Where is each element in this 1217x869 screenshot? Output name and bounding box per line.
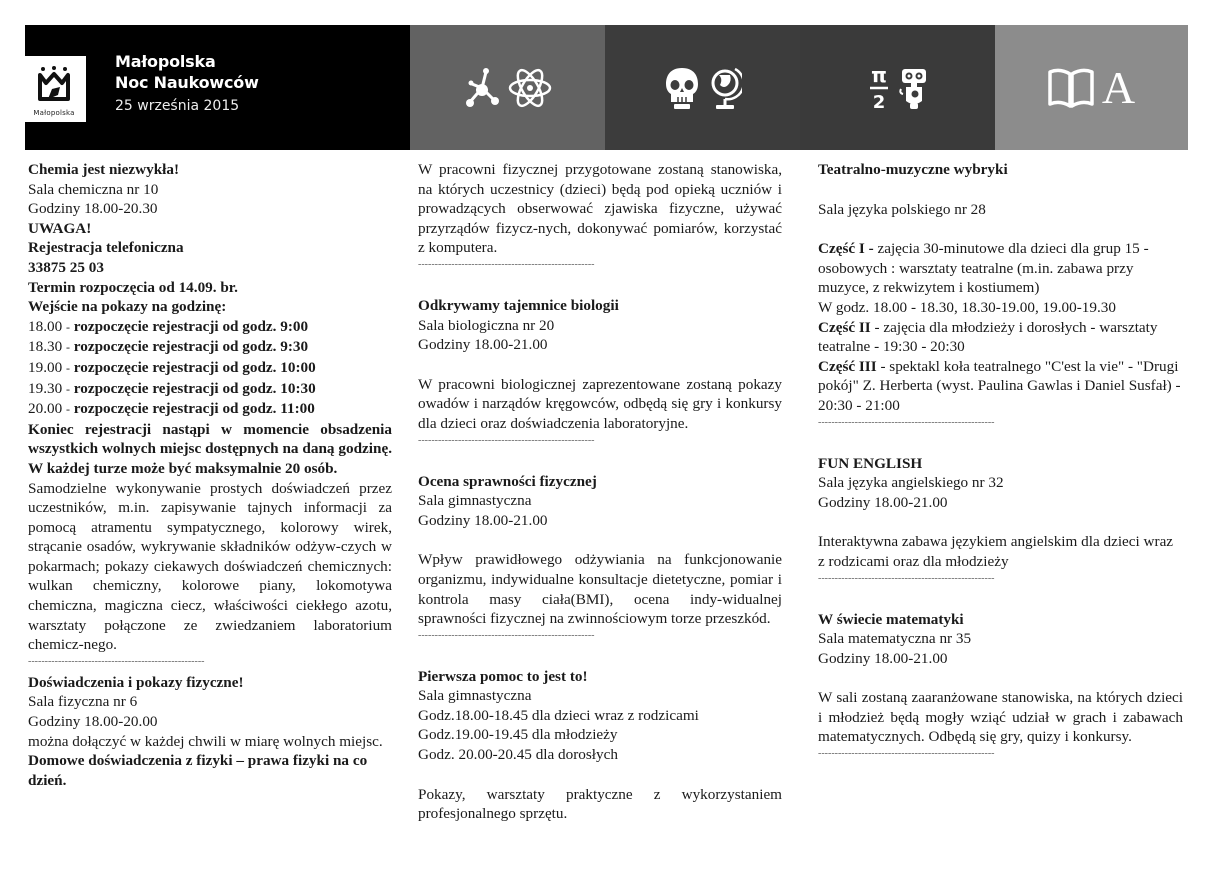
biology-room: Sala biologiczna nr 20 bbox=[418, 316, 555, 334]
math-section bbox=[818, 610, 1183, 762]
chemistry-room: Sala chemiczna nr 10 bbox=[28, 180, 159, 198]
fitness-room: Sala gimnastyczna bbox=[418, 492, 532, 510]
chemistry-description: Samodzielne wykonywanie prostych doświadczeń przez uczestników, m.in. zapisywanie tajnych informacji za pomocą atramentu sympatycznego, kolorowy wirek, strącanie osadów, wykrywanie składników odżyw-czych w pokarmach; pokazy ciekawych doświadczeń chemicznych: wulkan chemiczny, kolorowe piany, lokomotywa chemiczna, magiczna ciecz, właściwości ciekłego azotu, warsztaty połączone ze zwiedzaniem laboratorium chemicz-nego. bbox=[28, 479, 392, 654]
first-aid-section bbox=[418, 667, 782, 824]
nature-band bbox=[605, 25, 800, 150]
english-room: Sala języka angielskiego nr 32 bbox=[818, 474, 1004, 492]
chemistry-section bbox=[28, 160, 392, 669]
brand-line-1: Małopolska bbox=[115, 52, 216, 71]
math-title: W świecie matematyki bbox=[818, 610, 964, 628]
biology-title: Odkrywamy tajemnice biologii bbox=[418, 296, 619, 314]
svg-text:π: π bbox=[870, 63, 887, 87]
fitness-hours: Godziny 18.00-21.00 bbox=[418, 511, 548, 529]
language-band bbox=[995, 25, 1188, 150]
skull-icon bbox=[664, 66, 700, 110]
biology-hours: Godziny 18.00-21.00 bbox=[418, 336, 548, 354]
physics-room: Sala fizyczna nr 6 bbox=[28, 693, 138, 711]
math-description: W sali zostaną zaaranżowane stanowiska, na których dzieci i młodzież będą mogły wziąć udział w grach i zabawach matematycznych. Odbędą się gry, quizy i konkursy. bbox=[818, 689, 1183, 746]
section-divider: ----------------------------------------------------- bbox=[418, 434, 595, 446]
theatre-title: Teatralno-muzyczne wybryki bbox=[818, 161, 1008, 178]
registration-slot: 18.30 - rozpoczęcie rejestracji od godz. 9:30 bbox=[28, 338, 309, 356]
registration-phone: 33875 25 03 bbox=[28, 258, 104, 276]
section-divider: ----------------------------------------------------- bbox=[818, 572, 995, 584]
theatre-part-1-hours: W godz. 18.00 - 18.30, 18.30-19.00, 19.00-19.30 bbox=[818, 298, 1116, 316]
first-aid-description: Pokazy, warsztaty praktyczne z wykorzystaniem profesjonalnego sprzętu. bbox=[418, 785, 782, 823]
svg-text:2: 2 bbox=[872, 91, 885, 112]
malopolska-logo bbox=[22, 56, 86, 122]
robot-icon bbox=[899, 65, 929, 111]
physics-subtitle: Domowe doświadczenia z fizyki – prawa fizyki na co dzień. bbox=[28, 752, 368, 789]
logo-caption: Małopolska bbox=[33, 109, 75, 117]
fitness-section bbox=[418, 472, 782, 643]
theatre-part-2: Część II - zajęcia dla młodzieży i dorosłych - warsztaty teatralne - 19:30 - 20:30 bbox=[818, 318, 1158, 356]
math-room: Sala matematyczna nr 35 bbox=[818, 630, 972, 648]
crown-logo-icon bbox=[34, 65, 74, 105]
first-aid-room: Sala gimnastyczna bbox=[418, 687, 532, 705]
physics-hours: Godziny 18.00-20.00 bbox=[28, 713, 158, 731]
letter-a-icon: A bbox=[1101, 61, 1136, 113]
section-divider: ----------------------------------------------------- bbox=[418, 258, 595, 270]
brand-line-2: Noc Naukowców bbox=[115, 73, 259, 92]
entry-heading: Wejście na pokazy na godzinę: bbox=[28, 298, 227, 316]
event-date: 25 września 2015 bbox=[115, 98, 240, 114]
science-band bbox=[410, 25, 605, 150]
theatre-part-1: Część I - zajęcia 30-minutowe dla dzieci dla grup 15 - osobowych : warsztaty teatralne (m.in. zabawa przy muzyce, z rekwizytem i kostiumem) bbox=[818, 240, 1149, 297]
physics-title: Doświadczenia i pokazy fizyczne! bbox=[28, 673, 244, 691]
english-hours: Godziny 18.00-21.00 bbox=[818, 493, 948, 511]
registration-title: Rejestracja telefoniczna bbox=[28, 239, 184, 257]
column-1 bbox=[28, 160, 392, 790]
section-divider: ----------------------------------------------------- bbox=[818, 416, 995, 428]
english-title: FUN ENGLISH bbox=[818, 454, 923, 472]
theatre-part-3: Część III - spektakl koła teatralnego "C'est la vie" - "Drugi pokój" Z. Herberta (wyst. Paulina Gawlas i Daniel Susfał) - 20:30 - 21:00 bbox=[818, 357, 1181, 414]
registration-slot: 20.00 - rozpoczęcie rejestracji od godz. 11:00 bbox=[28, 400, 315, 418]
brand-band bbox=[25, 25, 410, 150]
warning-label: UWAGA! bbox=[28, 219, 92, 237]
registration-slot: 19.30 - rozpoczęcie rejestracji od godz. 10:30 bbox=[28, 379, 316, 397]
chemistry-title: Chemia jest niezwykła! bbox=[28, 161, 180, 178]
english-description: Interaktywna zabawa językiem angielskim dla dzieci wraz z rodzicami oraz dla młodzieży bbox=[818, 533, 1174, 570]
column-3 bbox=[818, 160, 1183, 765]
theatre-section bbox=[818, 160, 1183, 430]
fitness-title: Ocena sprawności fizycznej bbox=[418, 472, 597, 490]
physics-description: W pracowni fizycznej przygotowane zostaną stanowiska, na których uczestnicy (dzieci) będą pod opieką uczniów i prowadzących obserwować zjawiska fizyczne, używać przyrządów fizycz-nych, dokonywać pomiarów, korzystać z komputera. bbox=[418, 161, 782, 257]
brand-title bbox=[115, 51, 259, 117]
fitness-description: Wpływ prawidłowego odżywiania na funkcjonowanie organizmu, indywidualne konsultacje dietetyczne, pomiar i kontrola masy ciała(BMI), ocena indy-widualnej sprawności fizycznej na zwinnościowym torze przeszkód. bbox=[418, 551, 782, 628]
registration-start: Termin rozpoczęcia od 14.09. br. bbox=[28, 278, 238, 296]
theatre-room: Sala języka polskiego nr 28 bbox=[818, 200, 986, 218]
physics-note: można dołączyć w każdej chwili w miarę wolnych miejsc. bbox=[28, 732, 383, 750]
tech-band bbox=[800, 25, 995, 150]
section-divider: ----------------------------------------------------- bbox=[818, 748, 995, 760]
registration-end-note: Koniec rejestracji nastąpi w momencie obsadzenia wszystkich wolnych miejsc dostępnych na daną godzinę. W każdej turze może być maksymalnie 20 osób. bbox=[28, 420, 392, 477]
atom-icon bbox=[508, 66, 552, 110]
english-section bbox=[818, 454, 1183, 586]
biology-section bbox=[418, 296, 782, 448]
first-aid-slot: Godz.18.00-18.45 dla dzieci wraz z rodzicami bbox=[418, 706, 699, 724]
book-icon bbox=[1048, 68, 1094, 108]
header-banner bbox=[25, 25, 1188, 150]
globe-icon bbox=[708, 65, 742, 111]
section-divider: ----------------------------------------------------- bbox=[418, 629, 595, 641]
first-aid-slot: Godz.19.00-19.45 dla młodzieży bbox=[418, 726, 618, 744]
molecule-icon bbox=[464, 66, 500, 110]
pi-half-icon bbox=[867, 64, 891, 112]
physics-section bbox=[28, 673, 392, 791]
biology-description: W pracowni biologicznej zaprezentowane zostaną pokazy owadów i narządów kręgowców, odbędą się gry i konkursy dla dzieci oraz doświadczenia laboratoryjne. bbox=[418, 375, 782, 432]
chemistry-hours: Godziny 18.00-20.30 bbox=[28, 200, 158, 218]
registration-slot: 19.00 - rozpoczęcie rejestracji od godz. 10:00 bbox=[28, 358, 316, 376]
registration-slot: 18.00 - rozpoczęcie rejestracji od godz. 9:00 bbox=[28, 317, 309, 335]
column-2 bbox=[418, 160, 782, 824]
section-divider: ----------------------------------------------------- bbox=[28, 655, 205, 667]
first-aid-title: Pierwsza pomoc to jest to! bbox=[418, 667, 588, 685]
math-hours: Godziny 18.00-21.00 bbox=[818, 649, 948, 667]
first-aid-slot: Godz. 20.00-20.45 dla dorosłych bbox=[418, 746, 618, 764]
